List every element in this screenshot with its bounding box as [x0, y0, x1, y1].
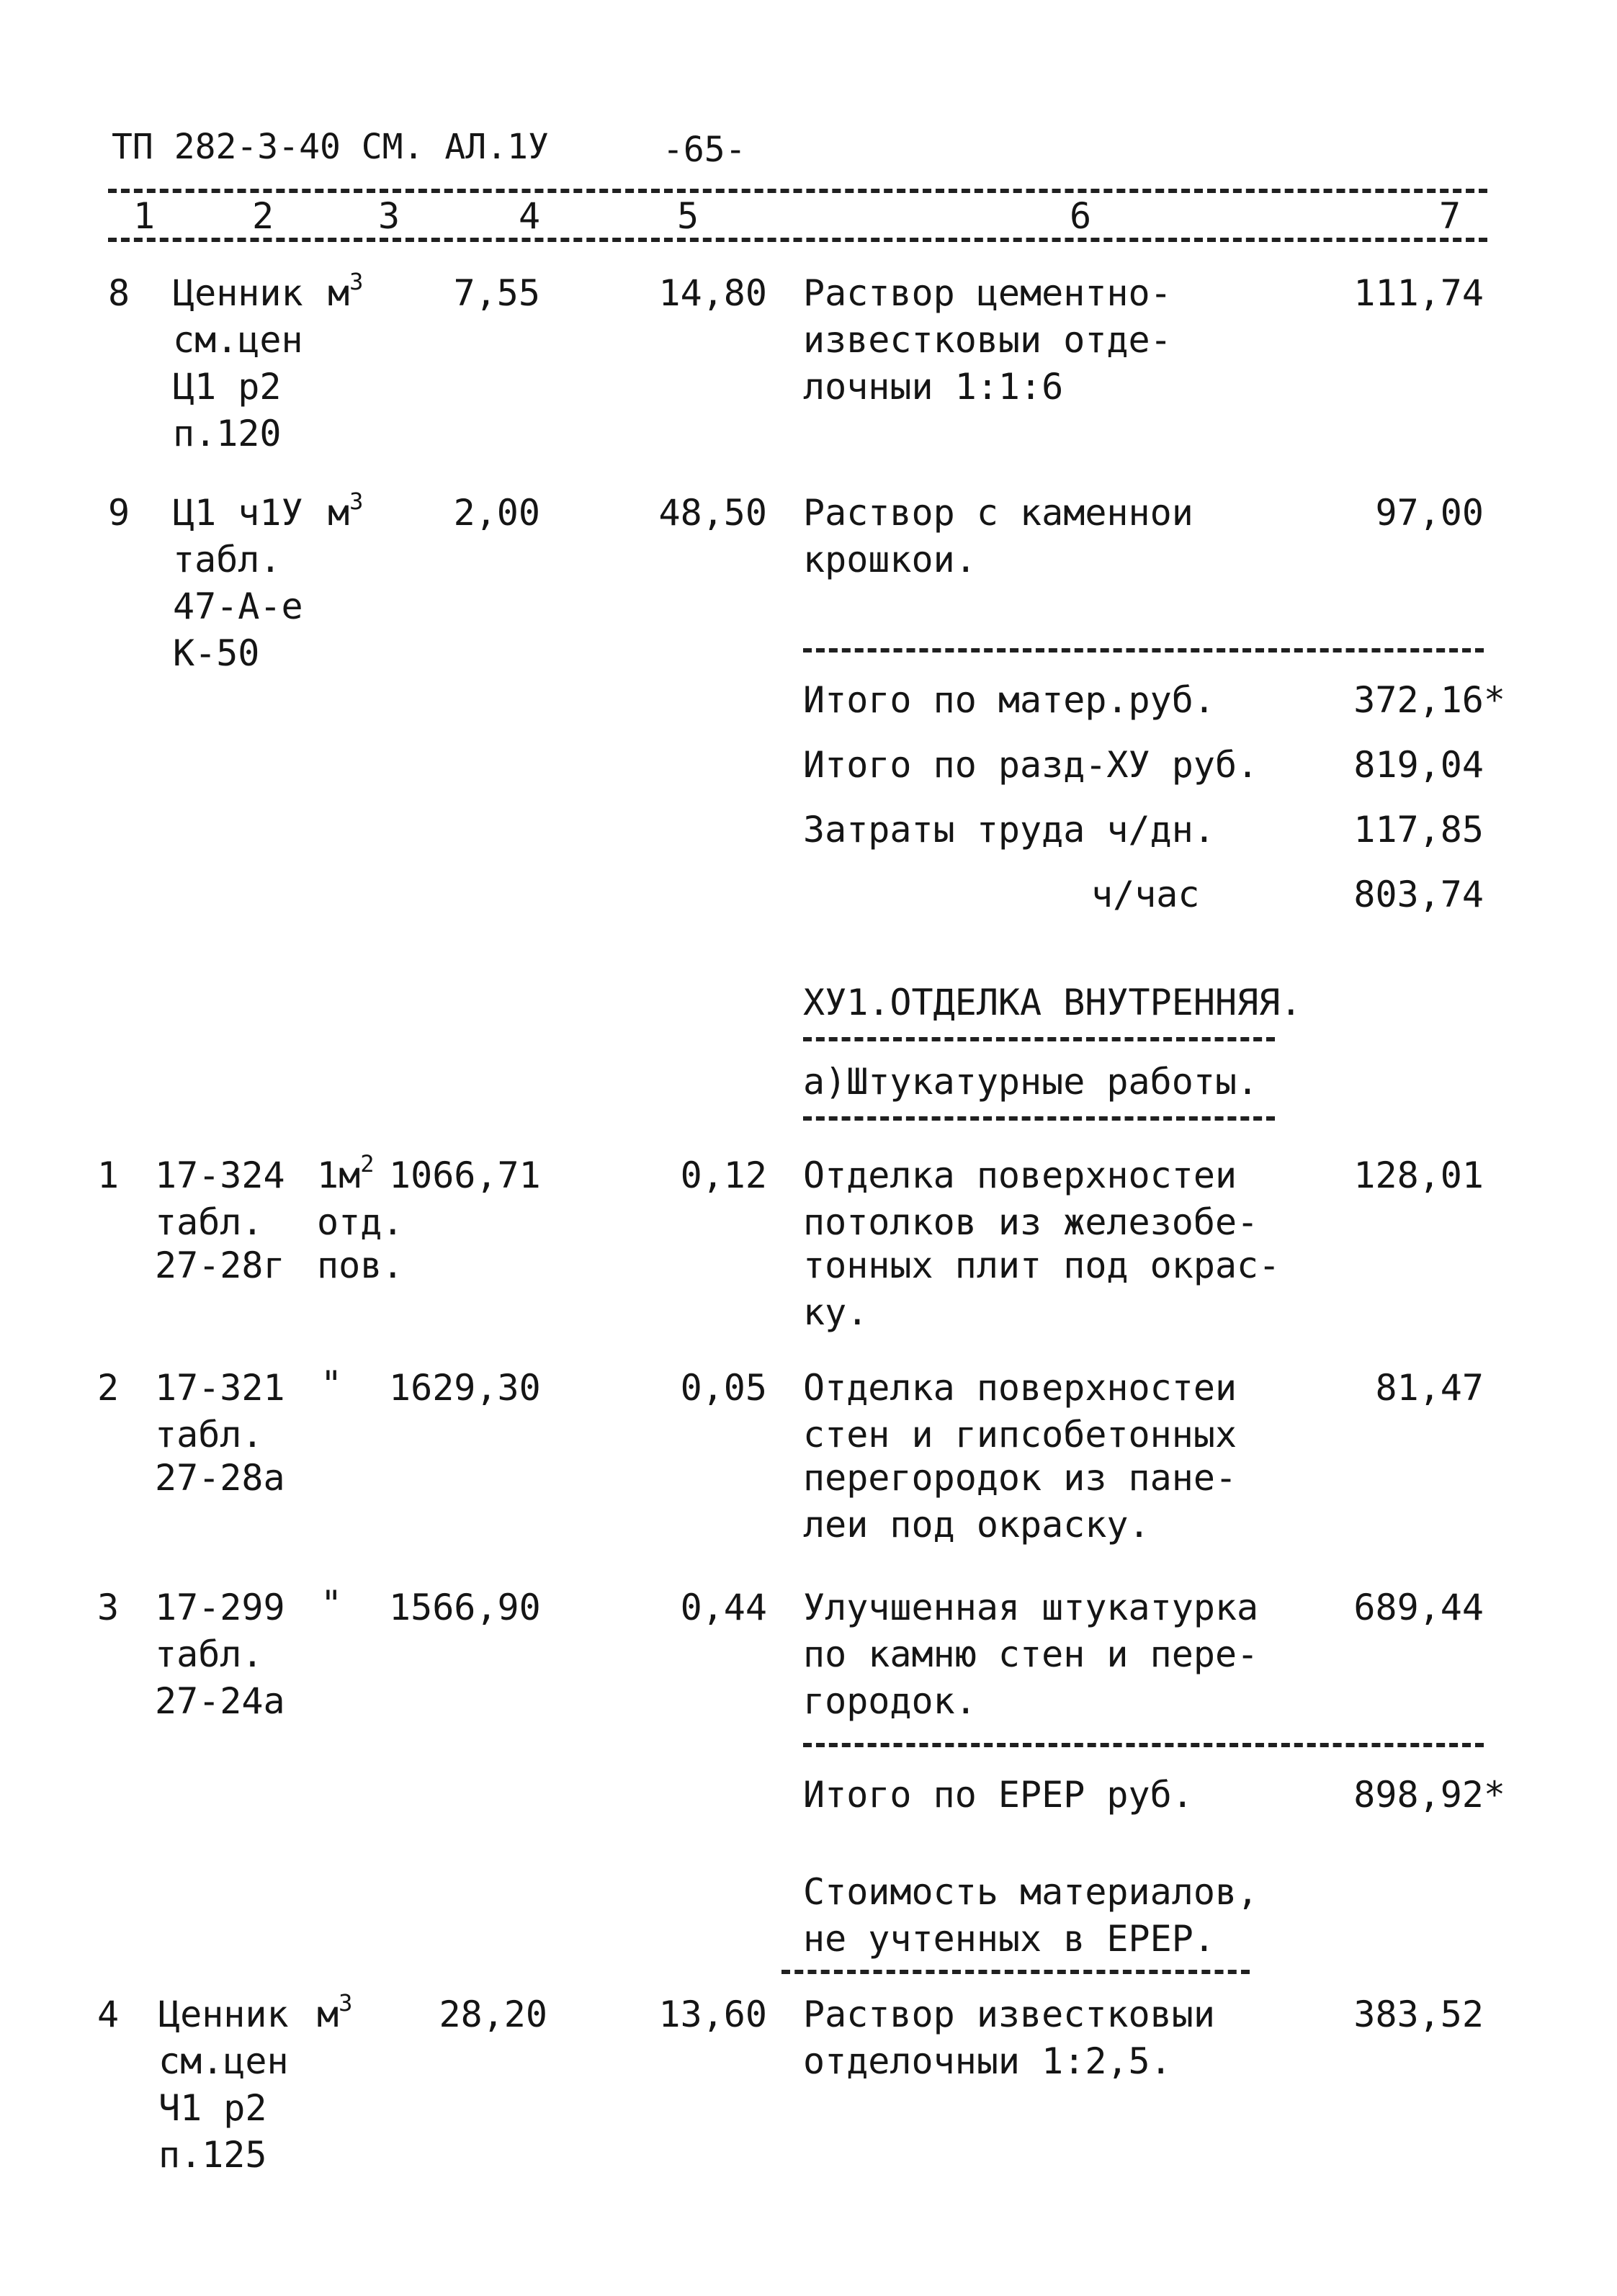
unit-price: 48,50 — [658, 492, 767, 534]
description-line: потолков из железобе- — [803, 1201, 1259, 1243]
column-header-bottom-rule — [108, 238, 1487, 242]
code-line: Ценник — [173, 272, 303, 314]
description-line: городок. — [803, 1680, 977, 1722]
section-total-label: Итого по разд-ХУ руб. — [803, 744, 1259, 786]
row-number: 8 — [108, 272, 130, 314]
code-line: 47-А-е — [173, 586, 303, 627]
section-subtitle: а)Штукатурные работы. — [803, 1061, 1259, 1103]
description-line: перегородок из пане- — [803, 1457, 1237, 1499]
code-line: табл. — [155, 1633, 264, 1675]
column-header-top-rule — [108, 189, 1487, 193]
description-line: Раствор с каменнои — [803, 492, 1193, 534]
description-line: Раствор известковыи — [803, 1994, 1215, 2035]
code-line: 17-324 — [155, 1154, 285, 1196]
unit-base: м — [328, 272, 350, 314]
labor-days-label: Затраты труда ч/дн. — [803, 809, 1215, 851]
labor-hours-label: ч/час — [1091, 874, 1200, 915]
section-subtitle-rule — [803, 1116, 1275, 1121]
row-number: 1 — [97, 1154, 120, 1196]
description-line: известковыи отде- — [803, 319, 1172, 361]
row-number: 2 — [97, 1367, 120, 1409]
unit-base: 1м — [317, 1154, 361, 1196]
quantity: 2,00 — [453, 492, 540, 534]
erer-total-rule — [803, 1743, 1484, 1747]
materials-total-label: Итого по матер.руб. — [803, 679, 1215, 721]
code-line: 17-299 — [155, 1587, 285, 1628]
labor-days-value: 117,85 — [1353, 809, 1484, 851]
quantity: 7,55 — [453, 272, 540, 314]
erer-total-value: 898,92* — [1353, 1774, 1505, 1816]
unit-base: м — [328, 492, 350, 534]
unit-price: 0,44 — [680, 1587, 767, 1628]
row-number: 9 — [108, 492, 130, 534]
unit-superscript: 2 — [360, 1150, 375, 1178]
unit-price: 14,80 — [658, 272, 767, 314]
code-line: 17-321 — [155, 1367, 285, 1409]
column-number-5: 5 — [677, 195, 699, 237]
code-line: п.125 — [158, 2134, 267, 2176]
description-line: по камню стен и пере- — [803, 1633, 1259, 1675]
code-line: табл. — [173, 539, 282, 580]
section-total-value: 819,04 — [1353, 744, 1484, 786]
column-number-3: 3 — [378, 195, 400, 237]
description-line: Раствор цементно- — [803, 272, 1172, 314]
total-cost: 111,74 — [1353, 272, 1484, 314]
code-line: см.цен — [173, 319, 303, 361]
section-title: ХУ1.ОТДЕЛКА ВНУТРЕННЯЯ. — [803, 982, 1302, 1023]
description-line: ку. — [803, 1291, 869, 1333]
quantity: 1566,90 — [389, 1587, 541, 1628]
unit-superscript: 3 — [339, 1989, 353, 2017]
quantity: 1066,71 — [389, 1154, 541, 1196]
total-cost: 81,47 — [1375, 1367, 1484, 1409]
labor-hours-value: 803,74 — [1353, 874, 1484, 915]
section-title-rule — [803, 1037, 1275, 1041]
description-line: Отделка поверхностеи — [803, 1367, 1237, 1409]
column-number-4: 4 — [519, 195, 541, 237]
code-line: 27-28а — [155, 1457, 285, 1499]
unit-price: 0,12 — [680, 1154, 767, 1196]
total-cost: 383,52 — [1353, 1994, 1484, 2035]
materials-total-value: 372,16* — [1353, 679, 1505, 721]
code-line: Ценник — [158, 1994, 289, 2035]
unit-price: 0,05 — [680, 1367, 767, 1409]
summary-rule — [803, 648, 1484, 653]
description-line: лочныи 1:1:6 — [803, 366, 1064, 408]
code-line: 27-28г — [155, 1245, 285, 1286]
description-line: Улучшенная штукатурка — [803, 1587, 1259, 1628]
code-line: К-50 — [173, 632, 260, 674]
column-number-6: 6 — [1070, 195, 1092, 237]
unit-price: 13,60 — [658, 1994, 767, 2035]
unit-superscript: 3 — [349, 268, 364, 295]
code-line: см.цен — [158, 2040, 289, 2082]
code-line: п.120 — [173, 413, 282, 454]
quantity: 28,20 — [439, 1994, 547, 2035]
quantity: 1629,30 — [389, 1367, 541, 1409]
total-cost: 689,44 — [1353, 1587, 1484, 1628]
ditto-mark: " — [321, 1363, 343, 1405]
ditto-mark: " — [321, 1583, 343, 1625]
unit-line: пов. — [317, 1245, 404, 1286]
unit — [328, 270, 363, 316]
materials-note-rule — [781, 1970, 1250, 1974]
code-line: Ч1 р2 — [158, 2087, 267, 2129]
row-number: 4 — [97, 1994, 120, 2035]
unit — [317, 1991, 352, 2037]
code-line: табл. — [155, 1201, 264, 1243]
column-number-7: 7 — [1439, 195, 1461, 237]
unit-superscript: 3 — [349, 488, 364, 515]
description-line: Отделка поверхностеи — [803, 1154, 1237, 1196]
description-line: крошкои. — [803, 539, 977, 580]
column-number-1: 1 — [133, 195, 156, 237]
erer-total-label: Итого по ЕРЕР руб. — [803, 1774, 1193, 1816]
row-number: 3 — [97, 1587, 120, 1628]
code-line: 27-24а — [155, 1680, 285, 1722]
materials-note-line: Стоимость материалов, — [803, 1871, 1259, 1913]
code-line: Ц1 ч1У — [173, 492, 303, 534]
column-number-2: 2 — [252, 195, 274, 237]
unit — [328, 490, 363, 536]
unit-line: отд. — [317, 1201, 404, 1243]
description-line: стен и гипсобетонных — [803, 1414, 1237, 1456]
description-line: леи под окраску. — [803, 1504, 1150, 1546]
page-number: -65- — [663, 130, 746, 170]
materials-note-line: не учтенных в ЕРЕР. — [803, 1918, 1215, 1960]
unit-base: м — [317, 1994, 339, 2035]
total-cost: 97,00 — [1375, 492, 1484, 534]
document-code: ТП 282-3-40 СМ. АЛ.1У — [112, 127, 549, 167]
code-line: табл. — [155, 1414, 264, 1456]
unit — [317, 1152, 374, 1198]
description-line: тонных плит под окрас- — [803, 1245, 1281, 1286]
total-cost: 128,01 — [1353, 1154, 1484, 1196]
code-line: Ц1 р2 — [173, 366, 282, 408]
description-line: отделочныи 1:2,5. — [803, 2040, 1172, 2082]
